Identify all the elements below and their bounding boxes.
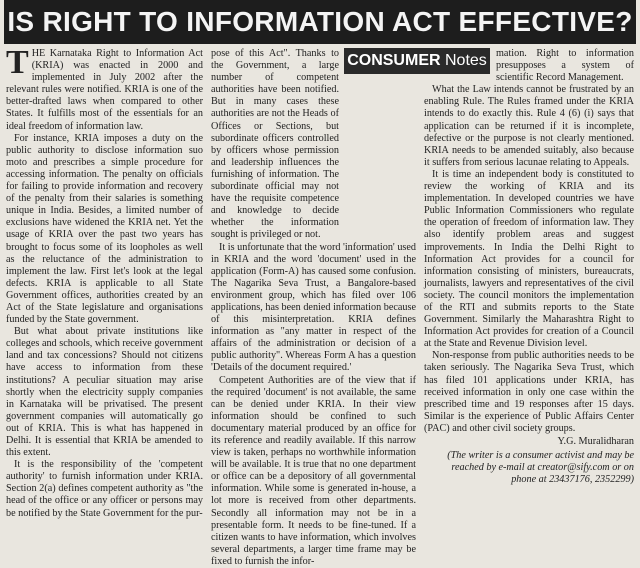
drop-cap: T <box>6 44 29 81</box>
paragraph: It is time an independent body is constituted to review the working of KRIA and its implementation. In developed countries we have Public Information Commissioners who regulate the operation of freedom of information law. They also identify problem areas and suggest improvements. In India the Delhi Right to Information Act provides for a council for information consisting of ministers, bureaucrats, journalists, lawyers and representatives of the civil society. The council monitors the implementation of the RTI and submits reports to the State Government. Similarly the Maharashtra Right to Information Act provides for creation of a Council at the State and Revenue Division level. <box>424 168 634 350</box>
paragraph: What the Law intends cannot be frustrated by an enabling Rule. The Rules framed under the KRIA intends to do exactly this. Rule 4 (6) (i) says that application can be returned if it is incomplete, defective or the purpose is not clearly mentioned. KRIA needs to be amended suitably, also because it suffers from serious lacunae relating to Appeals. <box>424 84 634 168</box>
paragraph: THE Karnataka Right to Information Act (KRIA) was enacted in 2000 and implemented in July 2002 after the relevant rules were notified. KRIA is one of the better-drafted laws when compared to other States. It fulfills most of the essentials for an ideal freedom of information law. <box>6 44 203 132</box>
paragraph: Non-response from public authorities needs to be taken seriously. The Nagarika Seva Trust, which has filed 101 applications under KRIA, has received information in only one case within the prescribed time and 19 responses after 15 days. Similar is the experience of Public Affairs Center (PAC) and other civil society groups. <box>424 350 634 434</box>
headline: IS RIGHT TO INFORMATION ACT EFFECTIVE? <box>4 0 636 44</box>
author-byline: Y.G. Muralidharan <box>557 436 634 447</box>
paragraph: But what about private institutions like colleges and schools, which receive government land and tax concessions? Should not citizens have access to information from these institutions? A peculiar situation may arise shortly when the electricity supply companies in Karnataka will be privatised. The present government companies will automatically go out of KRIA. This is what has happened in Delhi. It is essential that KRIA be amended to this extent. <box>6 326 203 459</box>
paragraph: mation. Right to information presupposes a system of scientific Record Management. <box>496 48 634 84</box>
paragraph: It is unfortunate that the word 'information' used in KRIA and the word 'document' used in the application (Form-A) has caused some confusion. The Nagarika Seva Trust, a Bangalore-based environment group, which has filed over 106 applications, has been denied information because of this misinterpretation. KRIA defines information as "any matter in respect of the affairs of the administration or decision of a public authority". Whereas Form A has a question 'Details of the document required.' <box>211 241 416 374</box>
paragraph: For instance, KRIA imposes a duty on the public authority to disclose information suo moto and prescribes a simple procedure for accessing information. The penalty on officials for failing to provide information and recovery of the penalty from their salaries is something unique in India. Besides, a limited number of exclusions have widened the KRIA net. Yet the usage of KRIA over the past two years has brought to focus some of its loopholes as well as the reluctance of the administration to implement the law. First let's look at the legal defects. KRIA is applicable to all State Government offices, authorities created by an Act of the State legislature and organisations funded by the State government. <box>6 132 203 326</box>
column-2 <box>211 48 416 567</box>
paragraph: pose of this Act". Thanks to the Government, a large number of competent authorities have been notified. But in many cases these authorities are not the Heads of Offices or Sections, but subordinate officers controlled by officers whose permission and leadership influences the furnishing of information. The subordinate official may not have the requisite competence and knowledge to decide whether the information sought is privileged or not. <box>211 48 339 241</box>
author-note: (The writer is a consumer activist and may be reached by e-mail at creator@sify.com or on phone at 23437176, 2352299) <box>447 450 634 486</box>
column-3 <box>424 48 634 486</box>
column-tag: CONSUMER Notes <box>344 48 490 74</box>
column-1 <box>6 44 203 519</box>
paragraph: It is the responsibility of the 'competent authority' to furnish information under KRIA. Section 2(a) defines competent authority as "the head of the office or any officer or persons may be notified by the State Government for the pur- <box>6 459 203 519</box>
paragraph: Competent Authorities are of the view that if the required 'document' is not available, the same can be denied under KRIA. In their view information should be confined to such documentary material produced by an office for its reference and readily available. If this narrow view is taken, perhaps no worthwhile information will be available. It is true that no one department or office can be a depository of all governmental information. While some is generated in-house, a lot more is received from other departments. Secondly all information may not be in a presentable form. It needs to be fine-tuned. If a citizen wants to have information, which involves several departments, a larger time frame may be fixed to furnish the infor- <box>211 374 416 567</box>
